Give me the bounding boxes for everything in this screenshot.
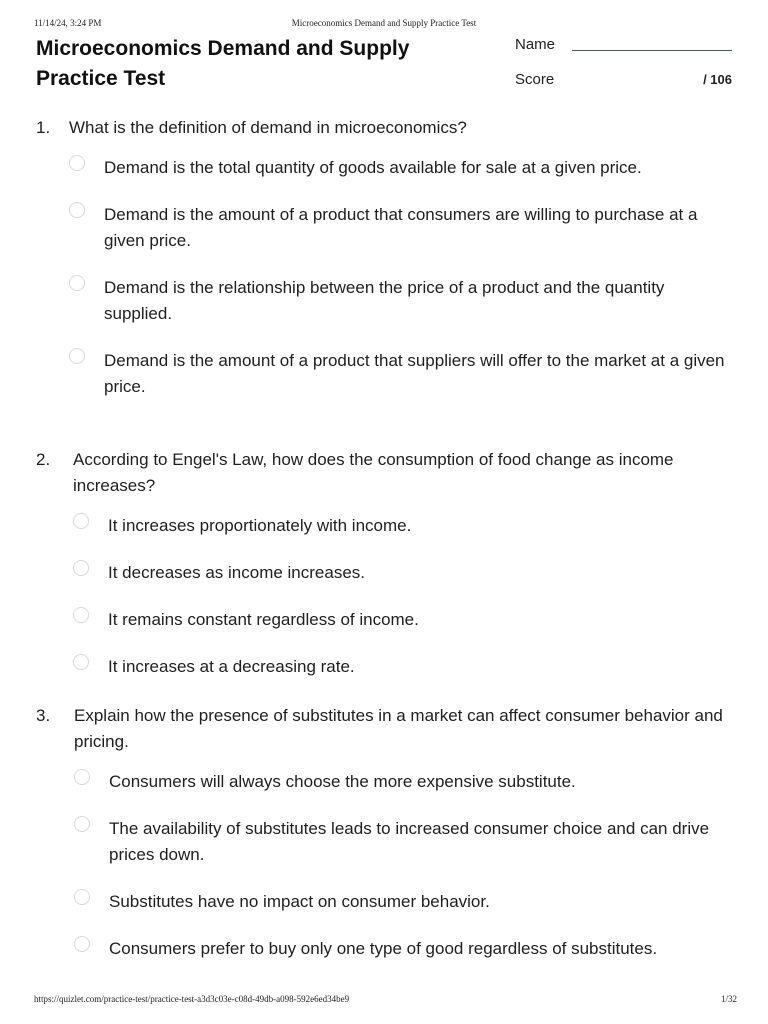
score-total: / 106 bbox=[703, 72, 732, 87]
radio-button[interactable] bbox=[74, 816, 90, 832]
answer-option-label: It decreases as income increases. bbox=[108, 563, 366, 582]
answer-option[interactable] bbox=[109, 936, 736, 962]
answer-option-label: It increases proportionately with income. bbox=[108, 516, 412, 535]
answer-options bbox=[36, 769, 736, 962]
answer-option-label: The availability of substitutes leads to increased consumer choice and can drive prices down. bbox=[109, 819, 710, 864]
print-url: https://quizlet.com/practice-test/practice-test-a3d3c03e-c08d-49db-a098-592e6ed34be9 bbox=[34, 994, 350, 1004]
radio-button[interactable] bbox=[74, 889, 90, 905]
answer-option[interactable] bbox=[104, 348, 736, 400]
radio-button[interactable] bbox=[73, 654, 89, 670]
name-label: Name bbox=[515, 36, 556, 53]
answer-option-label: Demand is the amount of a product that consumers are willing to purchase at a given price. bbox=[104, 205, 698, 250]
question-text: According to Engel's Law, how does the consumption of food change as income increases? bbox=[73, 450, 674, 495]
answer-option[interactable] bbox=[108, 654, 736, 680]
answer-options bbox=[36, 513, 736, 680]
answer-option-label: Demand is the total quantity of goods available for sale at a given price. bbox=[104, 158, 642, 177]
score-label: Score bbox=[515, 71, 555, 88]
answer-option[interactable] bbox=[109, 816, 736, 868]
answer-option-label: Demand is the amount of a product that suppliers will offer to the market at a given price. bbox=[104, 351, 725, 396]
print-datetime: 11/14/24, 3:24 PM bbox=[34, 18, 102, 28]
question-number: 1. bbox=[36, 118, 51, 137]
answer-option[interactable] bbox=[104, 275, 736, 327]
name-field[interactable] bbox=[572, 50, 732, 51]
name-row bbox=[515, 36, 732, 56]
radio-button[interactable] bbox=[69, 202, 85, 218]
question-3 bbox=[36, 703, 736, 983]
answer-option-label: It remains constant regardless of income. bbox=[108, 610, 419, 629]
answer-option-label: Consumers will always choose the more expensive substitute. bbox=[109, 772, 576, 791]
radio-button[interactable] bbox=[69, 348, 85, 364]
question-number: 3. bbox=[36, 706, 51, 725]
score-row bbox=[515, 71, 732, 91]
question-text: Explain how the presence of substitutes in a market can affect consumer behavior and pricing. bbox=[74, 706, 723, 751]
answer-option-label: Substitutes have no impact on consumer behavior. bbox=[109, 892, 490, 911]
answer-option[interactable] bbox=[109, 769, 736, 795]
answer-option-label: Demand is the relationship between the price of a product and the quantity supplied. bbox=[104, 278, 665, 323]
radio-button[interactable] bbox=[69, 275, 85, 291]
answer-options bbox=[36, 155, 736, 400]
question-text: What is the definition of demand in microeconomics? bbox=[69, 118, 467, 137]
radio-button[interactable] bbox=[73, 560, 89, 576]
answer-option[interactable] bbox=[109, 889, 736, 915]
answer-option[interactable] bbox=[104, 155, 736, 181]
radio-button[interactable] bbox=[74, 769, 90, 785]
question-2 bbox=[36, 447, 736, 701]
question-number: 2. bbox=[36, 450, 51, 469]
print-page-title: Microeconomics Demand and Supply Practice Test bbox=[291, 18, 477, 28]
answer-option[interactable] bbox=[108, 513, 736, 539]
name-score-panel bbox=[515, 36, 732, 91]
answer-option-label: Consumers prefer to buy only one type of good regardless of substitutes. bbox=[109, 939, 658, 958]
test-title: Microeconomics Demand and Supply Practice Test bbox=[36, 37, 410, 90]
answer-option-label: It increases at a decreasing rate. bbox=[108, 657, 355, 676]
radio-button[interactable] bbox=[73, 607, 89, 623]
print-page-number: 1/32 bbox=[720, 994, 737, 1004]
radio-button[interactable] bbox=[74, 936, 90, 952]
radio-button[interactable] bbox=[73, 513, 89, 529]
question-1 bbox=[36, 115, 736, 421]
answer-option[interactable] bbox=[108, 560, 736, 586]
radio-button[interactable] bbox=[69, 155, 85, 171]
answer-option[interactable] bbox=[104, 202, 736, 254]
answer-option[interactable] bbox=[108, 607, 736, 633]
